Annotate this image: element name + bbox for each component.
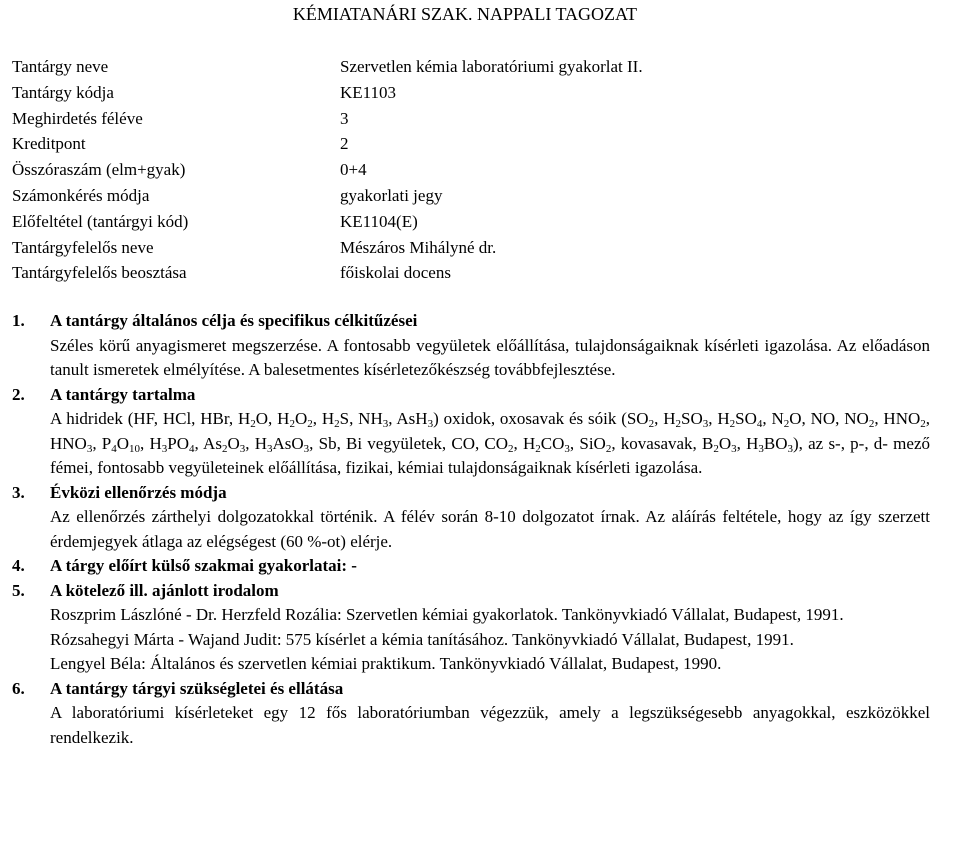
info-label: Tantárgyfelelős beosztása [12,263,187,283]
info-label: Tantárgyfelelős neve [12,237,154,257]
text-segment: , H [513,433,536,453]
formula-subscript: 3 [427,418,434,430]
info-row-hours [12,157,912,183]
section-6-text: A laboratóriumi kísérleteket egy 12 fős laboratóriumban végezzük, amely a legszükségesebb anyagokkal, eszközökkel rendelkezik. [50,703,930,747]
section-title: A tantárgy tárgyi szükségletei és ellátása [50,678,344,698]
section-number: 4. [12,556,25,575]
text-segment: , HNO [50,409,931,453]
text-segment: , H [736,433,759,453]
info-value: főiskolai docens [340,263,451,283]
text-segment: S, NH [339,409,383,428]
formula-subscript: 2 [535,442,541,455]
formula-subscript: 2 [289,418,295,430]
info-value: Mészáros Mihályné dr. [340,237,497,257]
text-segment: AsO [272,433,304,453]
text-segment: , Sb, Bi vegyületek, CO, CO [309,433,509,453]
section-number: 2. [12,384,25,404]
section-1-heading [12,309,930,334]
info-label: Összóraszám (elm+gyak) [12,160,186,180]
formula-subscript: 3 [239,442,246,455]
section-number: 5. [12,580,25,600]
formula-subscript: 3 [382,418,389,430]
formula-subscript: 2 [920,418,926,430]
text-segment: , SiO [569,433,606,453]
formula-subscript: 2 [783,418,790,430]
formula-subscript: 10 [129,442,141,455]
formula-subscript: 2 [334,418,340,430]
formula-subscript: 2 [675,418,681,430]
info-label: Tantárgy neve [12,57,109,76]
info-value: KE1103 [340,82,397,102]
reference-item: Lengyel Béla: Általános és szervetlen kémiai praktikum. Tankönyvkiadó Vállalat, Budapest, 1990. [50,654,722,673]
section-number: 6. [12,678,25,698]
formula-subscript: 3 [787,442,794,455]
info-row-semester [12,106,912,132]
formula-subscript: 2 [713,442,719,455]
info-label: Kreditpont [12,134,86,154]
info-row-prerequisite [12,209,912,235]
formula-subscript: 3 [702,418,709,430]
info-label: Meghirdetés féléve [12,108,143,128]
info-row-credit [12,131,912,157]
formula-subscript: 2 [221,442,228,455]
text-segment: SO [735,409,757,428]
reference-item: Rózsahegyi Márta - Wajand Judit: 575 kísérlet a kémia tanításához. Tankönyvkiadó Vállalat, Budapest, 1991. [50,629,794,649]
text-segment: ), az s-, p-, d- mező fémei, fontosabb vegyületeinek előállítása, fizikai, kémiai tulajdonságaiknak kísérleti igazolása. [50,433,930,477]
text-segment: SO [680,409,703,428]
info-value: 3 [340,108,349,128]
section-number: 1. [12,311,25,330]
section-5-heading [12,579,930,604]
formula-subscript: 2 [729,418,736,430]
formula-subscript: 3 [266,442,273,455]
formula-subscript: 2 [250,418,256,430]
section-2-heading [12,383,930,408]
text-segment: , As [194,433,222,453]
formula-subscript: 4 [756,418,763,430]
formula-subscript: 3 [303,442,310,455]
formula-subscript: 4 [111,442,117,455]
formula-subscript: 2 [508,442,514,455]
info-row-responsible [12,235,912,261]
info-row-position [12,260,912,286]
info-value: Szervetlen kémia laboratóriumi gyakorlat II. [340,57,643,76]
formula-subscript: 2 [605,442,612,455]
info-value: 0+4 [340,160,367,180]
formula-subscript: 2 [307,418,313,430]
formula-subscript: 4 [189,442,195,455]
reference-item: Roszprim Lászlóné - Dr. Herzfeld Rozália: Szervetlen kémiai gyakorlatok. Tankönyvkiadó Vállalat, Budapest, 1991. [50,605,844,624]
section-title: A kötelező ill. ajánlott irodalom [50,580,279,600]
text-segment: , kovasavak, B [611,433,714,453]
section-4-heading [12,554,930,579]
section-title: Évközi ellenőrzés módja [50,482,227,502]
text-segment: , P [92,433,112,453]
section-title: A tantárgy általános célja és specifikus célkitűzései [50,311,418,330]
section-title: A tárgy előírt külső szakmai gyakorlatai: - [50,556,357,575]
text-segment: O [227,433,240,453]
text-segment: , H [140,433,162,453]
section-title: A tantárgy tartalma [50,384,196,404]
info-row-name [12,54,912,80]
text-segment: , H [312,409,335,428]
page-header: KÉMIATANÁRI SZAK. NAPPALI TAGOZAT [292,4,638,24]
formula-subscript: 2 [868,418,875,430]
info-label: Előfeltétel (tantárgyi kód) [12,211,189,231]
section-6-heading [12,677,930,702]
text-segment: , H [245,433,267,453]
info-label: Tantárgy kódja [12,82,114,102]
text-segment: O, H [255,409,290,428]
formula-subscript: 3 [161,442,168,455]
formula-subscript: 2 [648,418,655,430]
text-segment: , H [654,409,676,428]
text-segment: , N [762,409,784,428]
text-segment: , H [708,409,730,428]
text-segment: BO [763,433,788,453]
text-segment: , HNO [874,409,921,428]
text-segment: ) oxidok, oxosavak és sóik (SO [433,409,649,428]
text-segment: A hidridek (HF, HCl, HBr, H [50,409,251,428]
text-segment: CO [540,433,565,453]
info-row-code [12,80,912,106]
text-segment: , AsH [388,409,428,428]
section-3-text: Az ellenőrzés zárthelyi dolgozatokkal történik. A félév során 8-10 dolgozatot írnak. Az aláírás feltétele, hogy az így szerzett érdemjegyek átlaga az elégségest (60 %-ot) elérje. [50,507,930,551]
text-segment: O [294,409,308,428]
formula-subscript: 3 [731,442,737,455]
info-value: 2 [340,134,349,154]
section-1-text: Széles körű anyagismeret megszerzése. A fontosabb vegyületek előállítása, tulajdonságaiknak kísérleti igazolása. Az előadáson tanult ismeretek elmélyítése. A balesetmentes kísérletezőkészség továbbfejlesztése. [50,335,930,379]
formula-subscript: 3 [564,442,570,455]
section-2-text [12,407,930,481]
info-value: gyakorlati jegy [340,185,443,205]
text-segment: O, NO, NO [789,409,869,428]
formula-subscript: 3 [86,442,93,455]
text-segment: PO [167,433,190,453]
formula-subscript: 3 [758,442,764,455]
info-value: KE1104(E) [340,211,418,231]
info-label: Számonkérés módja [12,185,150,205]
info-row-assessment [12,183,912,209]
syllabus-sections [12,309,930,750]
text-segment: O [116,433,130,453]
section-3-heading [12,481,930,506]
text-segment: O [718,433,732,453]
section-number: 3. [12,482,25,502]
course-info-table [12,54,912,286]
